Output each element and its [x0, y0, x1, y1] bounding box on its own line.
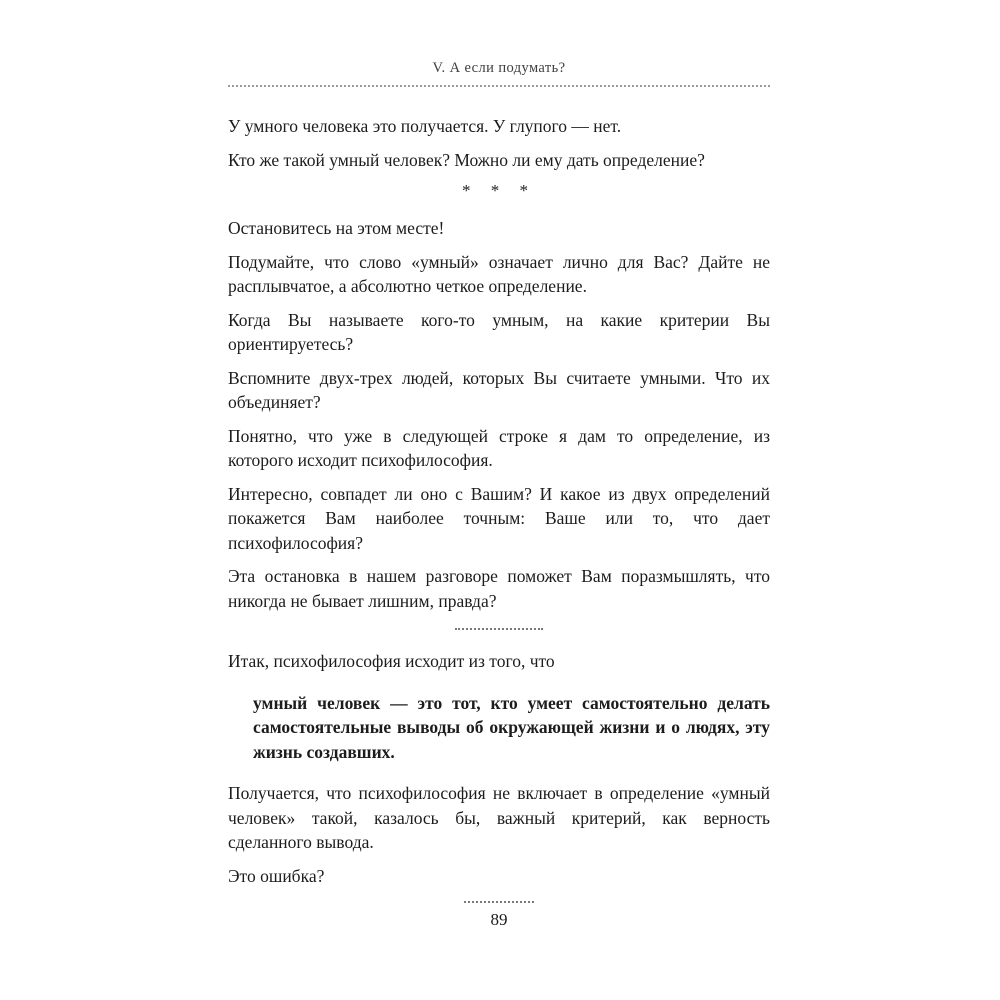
dotted-divider	[455, 628, 543, 630]
paragraph: Это ошибка?	[228, 865, 325, 886]
paragraph: Подумайте, что слово «умный» означает лично для Вас? Дайте не расплывчатое, а абсолютно четкое определение.	[228, 251, 770, 296]
stars-separator: * * *	[462, 181, 536, 200]
definition-paragraph: умный человек — это тот, кто умеет самостоятельно делать самостоятельные выводы об окружающей жизни и о людях, эту жизнь создавших.	[253, 692, 770, 762]
paragraph: Вспомните двух-трех людей, которых Вы считаете умными. Что их объединяет?	[228, 367, 770, 412]
paragraph: Итак, психофилософия исходит из того, что	[228, 651, 555, 671]
text-column	[228, 60, 770, 930]
paragraph: Когда Вы называете кого-то умным, на какие критерии Вы ориентируетесь?	[228, 309, 770, 354]
paragraph: Кто же такой умный человек? Можно ли ему дать определение?	[228, 149, 705, 170]
page-number: 89	[490, 910, 508, 929]
paragraph: Получается, что психофилософия не включает в определение «умный человек» такой, казалось бы, важный критерий, как верность сделанного вывода.	[228, 783, 770, 852]
paragraph: Остановитесь на этом месте!	[228, 218, 445, 238]
header-dotted-rule	[228, 85, 770, 87]
dotted-divider	[464, 901, 534, 903]
running-head: V. А если подумать?	[432, 60, 566, 76]
paragraph: Понятно, что уже в следующей строке я дам то определение, из которого исходит психофилософия.	[228, 425, 770, 470]
paragraph: У умного человека это получается. У глупого — нет.	[228, 116, 622, 136]
paragraph: Эта остановка в нашем разговоре поможет Вам поразмышлять, что никогда не бывает лишним, правда?	[228, 566, 770, 611]
paragraph: Интересно, совпадет ли оно с Вашим? И какое из двух определений покажется Вам наиболее точным: Ваше или то, что дает психофилософия?	[228, 483, 770, 553]
